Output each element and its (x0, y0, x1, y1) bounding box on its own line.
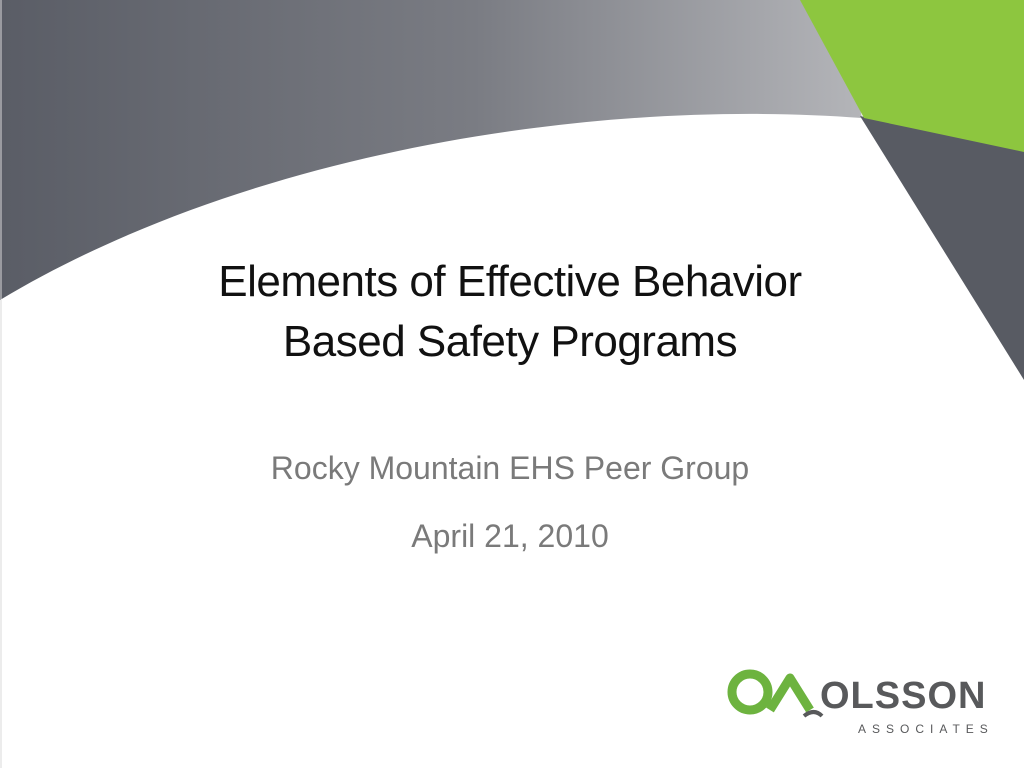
logo-name: OLSSON (820, 675, 987, 717)
title-line-1: Elements of Effective Behavior (218, 257, 802, 306)
logo-subname: ASSOCIATES (858, 722, 994, 736)
olsson-mark-icon (726, 664, 824, 720)
subtitle-date: April 21, 2010 (411, 518, 609, 554)
subtitle-group: Rocky Mountain EHS Peer Group (270, 450, 750, 486)
olsson-logo (726, 660, 1006, 740)
slide-title (80, 252, 940, 372)
title-line-2: Based Safety Programs (282, 317, 738, 366)
